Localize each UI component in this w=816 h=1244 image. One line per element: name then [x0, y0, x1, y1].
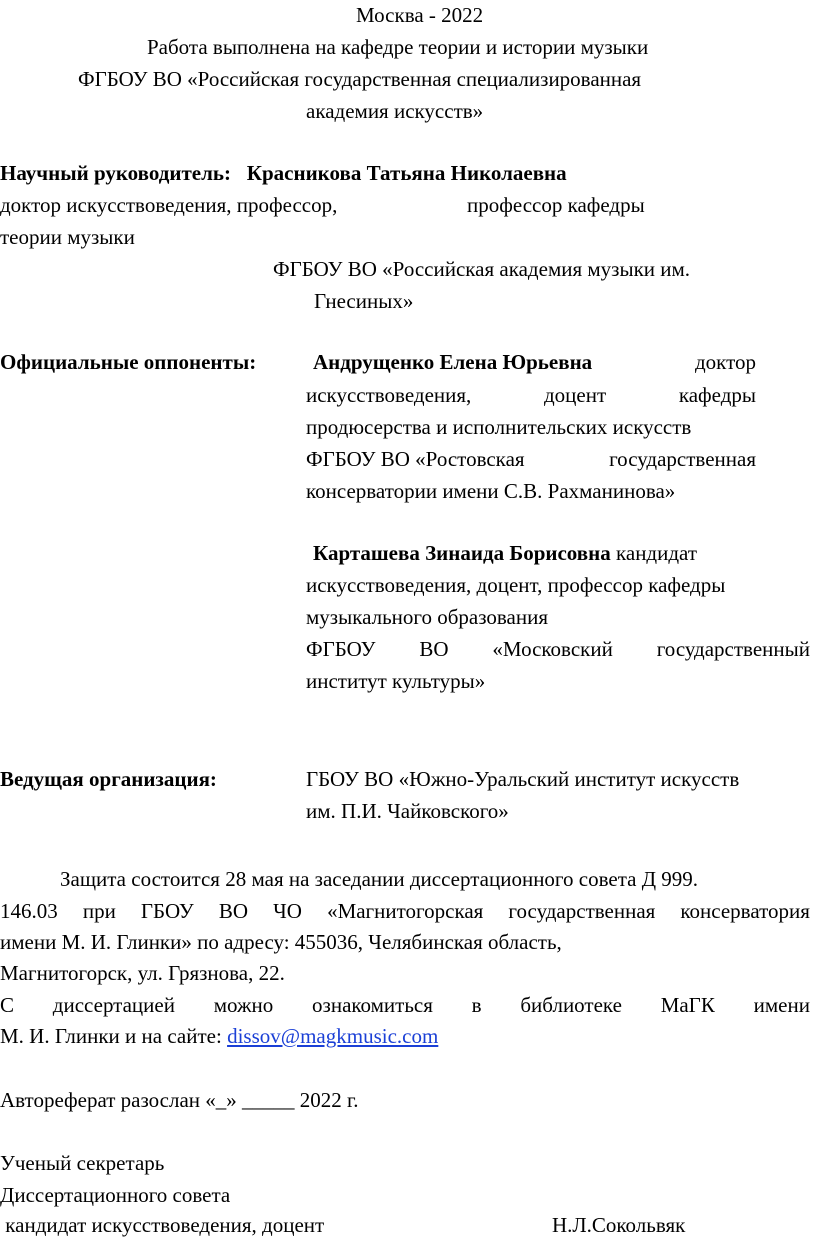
- opponent-2-line-1: [313, 538, 697, 568]
- defense-line-4: Магнитогорск, ул. Грязнова, 22.: [0, 961, 285, 985]
- opponent-2-line-5: институт культуры»: [306, 669, 486, 693]
- defense-line-1: Защита состоится 28 мая на заседании диссертационного совета Д 999.: [60, 867, 699, 891]
- supervisor-line: [0, 158, 567, 188]
- city-year: Москва - 2022: [356, 3, 484, 27]
- leading-org-label: Ведущая организация:: [0, 767, 217, 791]
- opponent-1-line-3: продюсерства и исполнительских искусств: [306, 415, 692, 439]
- opponent-2-degree: кандидат: [615, 541, 697, 565]
- opponent-1-name: Андрущенко Елена Юрьевна: [313, 350, 593, 374]
- website-prefix: М. И. Глинки и на сайте:: [0, 1024, 228, 1048]
- secretary-line-3: кандидат искусствоведения, доцент: [0, 1213, 325, 1237]
- organization-line-1: ФГБОУ ВО «Российская государственная специализированная: [78, 67, 642, 91]
- work-done-line: Работа выполнена на кафедре теории и истории музыки: [147, 35, 649, 59]
- opponent-1-line-2: искусствоведения, доцент кафедры: [306, 383, 756, 407]
- supervisor-title-a: доктор искусствоведения, профессор,: [0, 193, 338, 217]
- opponent-1-line-4: ФГБОУ ВО «Ростовская государственная: [306, 447, 756, 471]
- organization-line-2: академия искусств»: [306, 99, 484, 123]
- supervisor-org-line-1: ФГБОУ ВО «Российская академия музыки им.: [273, 257, 691, 281]
- defense-line-2: 146.03 при ГБОУ ВО ЧО «Магнитогорская государственная консерватория: [0, 899, 810, 923]
- opponent-1-degree: доктор: [694, 350, 756, 374]
- secretary-line-1: Ученый секретарь: [0, 1151, 165, 1175]
- abstract-sent-line: Автореферат разослан «_» _____ 2022 г.: [0, 1088, 359, 1112]
- opponent-2-line-2: искусствоведения, доцент, профессор кафедры: [306, 573, 726, 597]
- defense-line-6: [0, 1021, 438, 1051]
- secretary-line-2: Диссертационного совета: [0, 1183, 231, 1207]
- opponent-2-line-3: музыкального образования: [306, 605, 548, 629]
- defense-line-3: имени М. И. Глинки» по адресу: 455036, Челябинская область,: [0, 930, 562, 954]
- opponent-2-name: Карташева Зинаида Борисовна: [313, 541, 611, 565]
- opponent-1-line-1: [313, 347, 756, 377]
- opponents-label: Официальные оппоненты:: [0, 350, 257, 374]
- leading-org-line-1: ГБОУ ВО «Южно-Уральский институт искусств: [306, 767, 740, 791]
- supervisor-label: Научный руководитель:: [0, 161, 231, 185]
- supervisor-name: Красникова Татьяна Николаевна: [246, 161, 567, 185]
- supervisor-org-line-2: Гнесиных»: [314, 289, 414, 313]
- opponent-2-line-4: ФГБОУ ВО «Московский государственный: [306, 637, 810, 661]
- supervisor-department: теории музыки: [0, 225, 135, 249]
- defense-line-5: С диссертацией можно ознакомиться в библиотеке МаГК имени: [0, 993, 810, 1017]
- email-link[interactable]: dissov@magkmusic.com: [227, 1024, 439, 1048]
- leading-org-line-2: им. П.И. Чайковского»: [306, 799, 509, 823]
- opponent-1-line-5: консерватории имени С.В. Рахманинова»: [306, 479, 676, 503]
- supervisor-title-b: профессор кафедры: [467, 193, 645, 217]
- secretary-name: Н.Л.Сокольвяк: [552, 1213, 686, 1237]
